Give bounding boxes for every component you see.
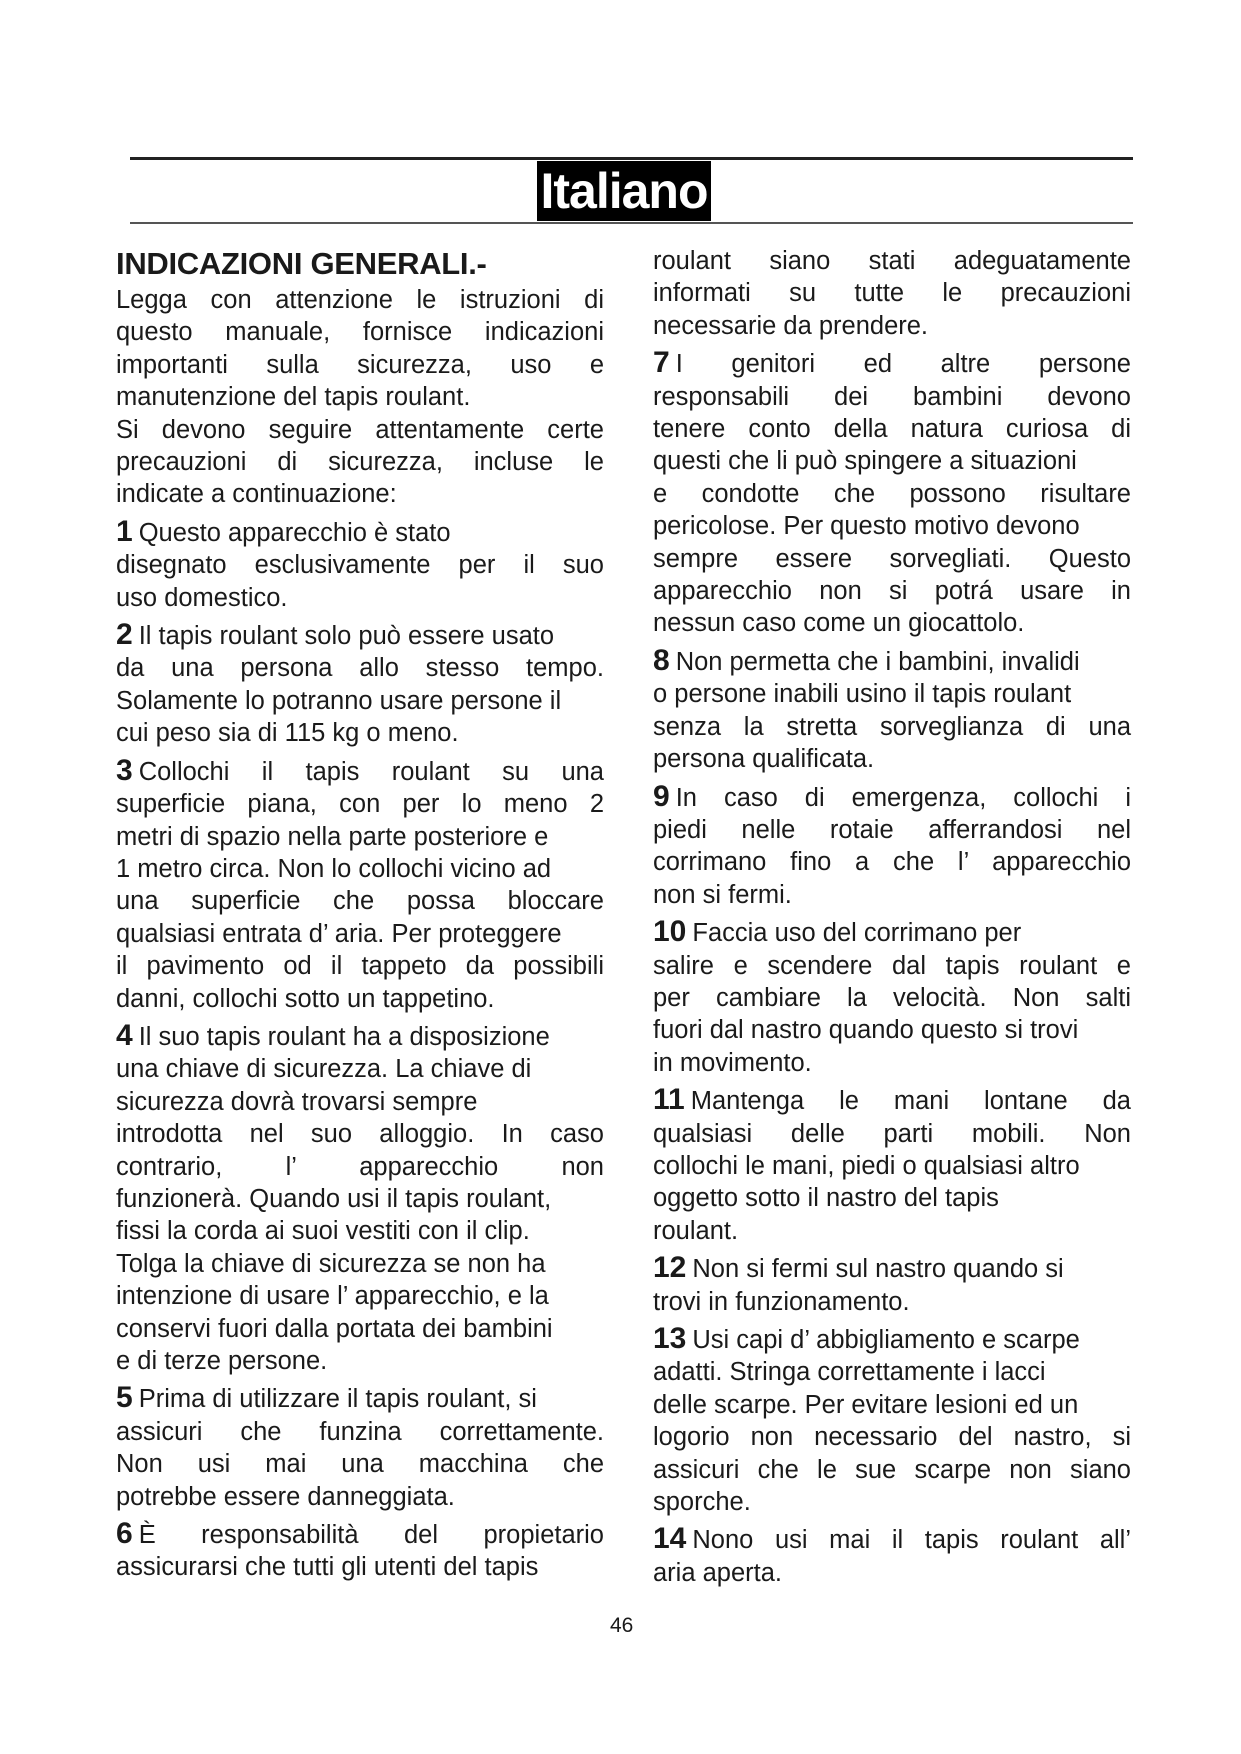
text-line	[116, 1416, 604, 1448]
text-line	[116, 349, 604, 381]
text-line	[653, 445, 1131, 477]
line-text: È responsabilità del propietario	[138, 1521, 604, 1550]
line-text: pericolose. Per questo motivo devono	[653, 512, 1080, 541]
text-line	[116, 717, 604, 749]
language-title: Italiano	[537, 161, 711, 221]
numbered-item	[116, 1020, 604, 1377]
line-text: trovi in funzionamento.	[653, 1287, 910, 1316]
line-text: intenzione di usare l’ apparecchio, e la	[116, 1282, 549, 1311]
line-text: Mantenga le mani lontane da	[690, 1087, 1131, 1116]
item-number: 14	[653, 1522, 687, 1556]
line-text: una superficie che possa bloccare	[116, 887, 604, 916]
text-line	[653, 381, 1131, 413]
line-text: metri di spazio nella parte posteriore e	[116, 822, 549, 851]
line-text: in movimento.	[653, 1048, 812, 1077]
line-text: Il tapis roulant solo può essere usato	[138, 622, 555, 651]
item-number: 2	[116, 618, 133, 652]
text-line	[653, 645, 1131, 678]
text-line	[653, 711, 1131, 743]
text-line	[653, 879, 1131, 911]
left-column	[116, 245, 604, 1584]
item-number: 10	[653, 915, 687, 949]
text-line	[653, 413, 1131, 445]
line-text: questo manuale, fornisce indicazioni	[116, 318, 604, 347]
text-line	[653, 982, 1131, 1014]
text-line	[116, 950, 604, 982]
line-text: oggetto sotto il nastro del tapis	[653, 1184, 999, 1213]
line-text: delle scarpe. Per evitare lesioni ed un	[653, 1390, 1079, 1419]
line-text: funzionerà. Quando usi il tapis roulant,	[116, 1184, 552, 1213]
paragraph	[653, 245, 1131, 342]
text-line	[116, 381, 604, 413]
line-text: sicurezza dovrà trovarsi sempre	[116, 1087, 478, 1116]
line-text: Usi capi d’ abbigliamento e scarpe	[692, 1326, 1080, 1354]
item-number: 6	[116, 1517, 133, 1551]
line-text: persona qualificata.	[653, 745, 875, 774]
text-line	[116, 755, 604, 788]
item-number: 13	[653, 1322, 687, 1355]
numbered-item	[653, 347, 1131, 640]
item-number: 12	[653, 1251, 687, 1285]
text-line	[116, 1118, 604, 1150]
text-line	[653, 1486, 1131, 1518]
line-text: e di terze persone.	[116, 1347, 328, 1375]
line-text: una chiave di sicurezza. La chiave di	[116, 1055, 532, 1084]
paragraph	[116, 284, 604, 511]
text-line	[116, 652, 604, 684]
line-text: Questo apparecchio è stato	[138, 518, 451, 547]
text-line	[116, 1053, 604, 1085]
text-line	[653, 1557, 1131, 1589]
top-rule	[130, 157, 1133, 160]
line-text: roulant siano stati adeguatamente	[653, 247, 1131, 275]
text-line	[116, 446, 604, 478]
line-text: e condotte che possono risultare	[653, 479, 1131, 508]
line-text: da una persona allo stesso tempo.	[116, 654, 604, 683]
text-line	[653, 543, 1131, 575]
item-number: 8	[653, 643, 670, 677]
line-text: In caso di emergenza, collochi i	[675, 783, 1131, 812]
text-line	[653, 575, 1131, 607]
text-line	[116, 685, 604, 717]
line-text: roulant.	[653, 1216, 739, 1245]
text-line	[653, 916, 1131, 949]
line-text: piedi nelle rotaie afferrandosi nel	[653, 815, 1131, 844]
line-text: Tolga la chiave di sicurezza se non ha	[116, 1249, 546, 1278]
text-line	[653, 814, 1131, 846]
line-text: apparecchio non si potrá usare in	[653, 577, 1131, 606]
numbered-item	[116, 755, 604, 1015]
line-text: indicate a continuazione:	[116, 480, 397, 509]
text-line	[116, 983, 604, 1015]
text-line	[653, 950, 1131, 982]
text-line	[116, 1382, 604, 1415]
numbered-item	[653, 916, 1131, 1079]
bottom-rule	[130, 222, 1133, 224]
text-line	[653, 245, 1131, 277]
line-text: superficie piana, con per lo meno 2	[116, 790, 604, 819]
line-text: I genitori ed altre persone	[675, 350, 1131, 379]
line-text: senza la stretta sorveglianza di una	[653, 712, 1131, 741]
line-text: Non si fermi sul nastro quando si	[692, 1255, 1064, 1284]
line-text: informati su tutte le precauzioni	[653, 279, 1131, 308]
line-text: o persone inabili usino il tapis roulant	[653, 680, 1072, 709]
text-line	[653, 846, 1131, 878]
line-text: assicurarsi che tutti gli utenti del tapis	[116, 1553, 539, 1582]
text-line	[653, 1014, 1131, 1046]
numbered-item	[116, 619, 604, 750]
text-line	[116, 1020, 604, 1053]
text-line	[116, 516, 604, 549]
item-number: 7	[653, 346, 670, 380]
item-number: 3	[116, 753, 133, 787]
line-text: responsabili dei bambini devono	[653, 382, 1131, 411]
text-line	[116, 853, 604, 885]
line-text: introdotta nel suo alloggio. In caso	[116, 1120, 604, 1149]
line-text: adatti. Stringa correttamente i lacci	[653, 1358, 1046, 1387]
text-line	[116, 1183, 604, 1215]
text-line	[653, 1356, 1131, 1388]
item-number: 9	[653, 779, 670, 813]
line-text: sporche.	[653, 1488, 751, 1517]
line-text: manutenzione del tapis roulant.	[116, 383, 471, 412]
line-text: Faccia uso del corrimano per	[692, 919, 1022, 948]
line-text: importanti sulla sicurezza, uso e	[116, 350, 604, 379]
numbered-item	[653, 781, 1131, 912]
item-number: 1	[116, 514, 133, 548]
line-text: Legga con attenzione le istruzioni di	[116, 286, 604, 314]
text-line	[653, 781, 1131, 814]
text-line	[116, 788, 604, 820]
line-text: fissi la corda ai suoi vestiti con il clip.	[116, 1217, 530, 1246]
numbered-item	[116, 516, 604, 614]
text-line	[653, 1118, 1131, 1150]
text-line	[653, 510, 1131, 542]
text-line	[653, 1084, 1131, 1117]
line-text: qualsiasi delle parti mobili. Non	[653, 1119, 1131, 1148]
line-text: qualsiasi entrata d’ aria. Per proteggere	[116, 919, 562, 948]
line-text: Si devono seguire attentamente certe	[116, 415, 604, 444]
text-line	[116, 1086, 604, 1118]
text-line	[116, 316, 604, 348]
text-line	[116, 1151, 604, 1183]
text-line	[116, 549, 604, 581]
text-line	[653, 1523, 1131, 1556]
text-line	[116, 414, 604, 446]
line-text: per cambiare la velocità. Non salti	[653, 983, 1131, 1012]
text-line	[116, 918, 604, 950]
line-text: cui peso sia di 115 kg o meno.	[116, 719, 459, 748]
line-text: contrario, l’ apparecchio non	[116, 1152, 604, 1181]
line-text: salire e scendere dal tapis roulant e	[653, 951, 1131, 980]
text-line	[653, 607, 1131, 639]
line-text: Collochi il tapis roulant su una	[138, 757, 604, 786]
line-text: disegnato esclusivamente per il suo	[116, 551, 604, 580]
line-text: aria aperta.	[653, 1558, 782, 1587]
text-line	[116, 1280, 604, 1312]
numbered-item	[653, 1323, 1131, 1518]
right-column	[653, 245, 1131, 1589]
text-line	[116, 885, 604, 917]
text-line	[653, 478, 1131, 510]
line-text: nessun caso come un giocattolo.	[653, 609, 1025, 638]
item-number: 11	[653, 1083, 685, 1117]
numbered-item	[116, 1518, 604, 1584]
text-line	[653, 1286, 1131, 1318]
page-number: 46	[610, 1614, 634, 1637]
item-number: 4	[116, 1018, 133, 1052]
text-line	[116, 1313, 604, 1345]
line-text: potrebbe essere danneggiata.	[116, 1482, 455, 1511]
text-line	[653, 1182, 1131, 1214]
line-text: Non permetta che i bambini, invalidi	[675, 647, 1080, 676]
text-line	[653, 277, 1131, 309]
text-line	[653, 1215, 1131, 1247]
text-line	[653, 1323, 1131, 1356]
line-text: Il suo tapis roulant ha a disposizione	[138, 1022, 550, 1051]
text-line	[116, 1248, 604, 1280]
text-line	[653, 310, 1131, 342]
text-line	[653, 1047, 1131, 1079]
line-text: danni, collochi sotto un tappetino.	[116, 984, 495, 1013]
text-line	[653, 743, 1131, 775]
section-heading: INDICAZIONI GENERALI.-	[116, 246, 487, 281]
line-text: uso domestico.	[116, 583, 288, 612]
numbered-item	[653, 1252, 1131, 1318]
text-line	[116, 1345, 604, 1377]
text-line	[653, 678, 1131, 710]
numbered-item	[653, 645, 1131, 776]
line-text: precauzioni di sicurezza, incluse le	[116, 448, 604, 477]
numbered-item	[653, 1523, 1131, 1589]
line-text: logorio non necessario del nastro, si	[653, 1423, 1131, 1452]
text-line	[116, 478, 604, 510]
line-text: non si fermi.	[653, 880, 792, 909]
text-line	[116, 1551, 604, 1583]
line-text: 1 metro circa. Non lo collochi vicino ad	[116, 854, 552, 883]
text-line	[653, 1252, 1131, 1285]
line-text: corrimano fino a che l’ apparecchio	[653, 848, 1131, 877]
line-text: necessarie da prendere.	[653, 311, 929, 340]
text-line	[653, 1454, 1131, 1486]
line-text: tenere conto della natura curiosa di	[653, 415, 1131, 444]
line-text: assicuri che le sue scarpe non siano	[653, 1455, 1131, 1484]
text-line	[116, 821, 604, 853]
numbered-item	[116, 1382, 604, 1513]
line-text: fuori dal nastro quando questo si trovi	[653, 1016, 1079, 1045]
line-text: questi che li può spingere a situazioni	[653, 447, 1077, 476]
text-line	[653, 1150, 1131, 1182]
text-line	[116, 1448, 604, 1480]
numbered-item	[653, 1084, 1131, 1247]
text-line	[653, 1389, 1131, 1421]
line-text: Solamente lo potranno usare persone il	[116, 686, 562, 715]
text-line	[653, 1421, 1131, 1453]
item-number: 5	[116, 1381, 133, 1415]
line-text: assicuri che funzina correttamente.	[116, 1417, 604, 1446]
text-line	[653, 347, 1131, 380]
line-text: Prima di utilizzare il tapis roulant, si	[138, 1385, 537, 1414]
text-line	[116, 619, 604, 652]
text-line	[116, 1481, 604, 1513]
text-line	[116, 1518, 604, 1551]
line-text: sempre essere sorvegliati. Questo	[653, 544, 1131, 573]
line-text: conservi fuori dalla portata dei bambini	[116, 1314, 553, 1343]
text-line	[116, 582, 604, 614]
text-line	[116, 1215, 604, 1247]
text-line	[116, 284, 604, 316]
line-text: collochi le mani, piedi o qualsiasi altro	[653, 1151, 1080, 1180]
line-text: il pavimento od il tappeto da possibili	[116, 952, 604, 981]
line-text: Non usi mai una macchina che	[116, 1450, 604, 1479]
line-text: Nono usi mai il tapis roulant all’	[692, 1526, 1131, 1555]
